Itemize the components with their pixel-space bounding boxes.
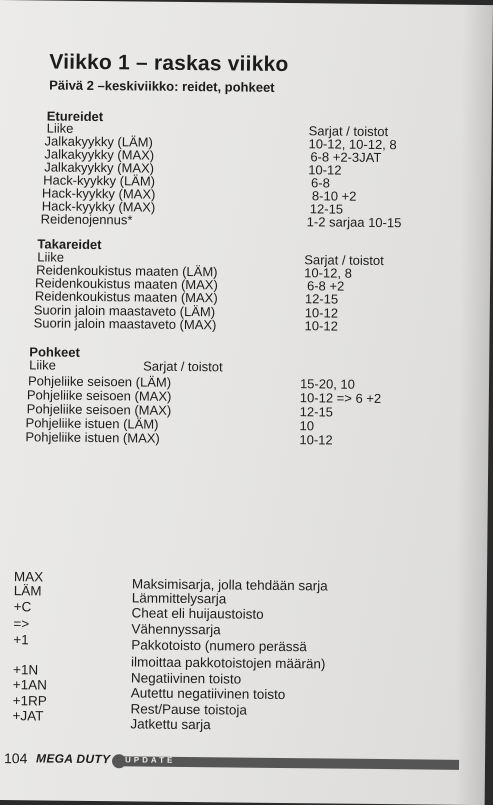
exercise-name: Jalkakyykky (MAX) <box>44 146 155 163</box>
exercise-name: Hack-kyykky (MAX) <box>41 198 156 215</box>
exercise-name: Hack-kyykky (LÄM) <box>43 172 156 189</box>
exercise-name: Hack-kyykky (MAX) <box>41 185 156 202</box>
sets-value: 15-20, 10 <box>299 376 356 392</box>
sets-value: 10-12, 8 <box>304 265 352 281</box>
legend-desc: Vähennyssarja <box>131 621 221 638</box>
legend-abbr: => <box>13 616 30 632</box>
legend-desc: ilmoittaa pakkotoistojen määrän) <box>130 654 326 672</box>
brand-logo: MEGA DUTY <box>35 751 111 767</box>
sets-value: 10-12 <box>308 162 342 178</box>
sets-value: 10-12 <box>304 305 339 321</box>
exercise-name: Reidenkoukistus maaten (MAX) <box>34 275 218 293</box>
section-title-takareidet: Takareidet <box>37 236 102 253</box>
page-footer <box>4 750 444 773</box>
section-title-etureidet: Etureidet <box>46 108 104 125</box>
exercise-name: Jalkakyykky (LÄM) <box>44 133 153 150</box>
col-header-sets: Sarjat / toistot <box>143 358 223 375</box>
col-header-exercise: Liike <box>37 249 65 265</box>
sets-value: 10 <box>299 418 315 434</box>
exercise-name: Pohjeliike seisoen (MAX) <box>26 387 172 404</box>
col-header-exercise: Liike <box>46 120 74 136</box>
sets-value: 10-12, 10-12, 8 <box>308 136 397 153</box>
sets-value: 12-15 <box>309 201 344 217</box>
page-title: Viikko 1 – raskas viikko <box>49 50 289 77</box>
sets-value: 10-12 <box>304 318 338 334</box>
legend-abbr: +1 <box>13 632 29 648</box>
section-title-pohkeet: Pohkeet <box>29 344 80 360</box>
col-header-exercise: Liike <box>29 357 57 373</box>
sets-value: 10-12 => 6 +2 <box>299 390 382 407</box>
col-header-sets: Sarjat / toistot <box>304 252 384 269</box>
col-header-sets: Sarjat / toistot <box>308 123 389 140</box>
page-edge-shadow <box>455 5 493 805</box>
legend-desc: Lämmittelysarja <box>131 590 227 607</box>
legend-desc: Negatiivinen toisto <box>130 670 242 687</box>
page-subtitle: Päivä 2 –keskiviikko: reidet, pohkeet <box>49 77 275 95</box>
update-label: UPDATE <box>125 755 176 765</box>
exercise-name: Suorin jaloin maastaveto (MAX) <box>33 315 217 333</box>
legend-desc: Jatkettu sarja <box>130 716 211 733</box>
page-number: 104 <box>3 750 28 767</box>
legend-desc: Pakkotoisto (numero perässä <box>131 637 307 655</box>
exercise-name: Pohjeliike seisoen (LÄM) <box>27 373 172 390</box>
sets-value: 1-2 sarjaa 10-15 <box>306 214 402 231</box>
sets-value: 10-12 <box>299 432 333 448</box>
legend-abbr: +1RP <box>12 693 47 709</box>
legend-abbr: +C <box>13 599 32 615</box>
exercise-name: Suorin jaloin maastaveto (LÄM) <box>33 302 216 320</box>
sets-value: 12-15 <box>299 404 334 420</box>
sets-value: 12-15 <box>304 291 339 307</box>
legend-desc: Maksimisarja, jolla tehdään sarja <box>131 576 328 594</box>
legend-abbr: +JAT <box>12 708 44 724</box>
legend-abbr: LÄM <box>13 583 42 599</box>
sets-value: 6-8 +2-3JAT <box>310 149 382 166</box>
sets-value: 6-8 <box>311 175 330 191</box>
legend-desc: Autettu negatiivinen toisto <box>130 685 286 703</box>
legend-desc: Rest/Pause toistoja <box>130 701 247 718</box>
exercise-name: Reidenkoukistus maaten (LÄM) <box>36 262 218 280</box>
footer-update-bar <box>119 756 459 770</box>
exercise-name: Pohjeliike istuen (LÄM) <box>25 415 159 432</box>
exercise-name: Reidenojennus* <box>40 211 133 228</box>
sets-value: 6-8 +2 <box>306 278 345 294</box>
exercise-name: Pohjeliike istuen (MAX) <box>25 429 160 446</box>
legend-abbr: +1AN <box>12 677 48 693</box>
legend-desc: Cheat eli huijaustoisto <box>131 605 264 622</box>
exercise-name: Pohjeliike seisoen (MAX) <box>26 401 172 418</box>
legend-abbr: MAX <box>13 569 44 585</box>
exercise-name: Reidenkoukistus maaten (MAX) <box>34 288 218 306</box>
legend-abbr: +1N <box>12 662 39 678</box>
exercise-name: Jalkakyykky (MAX) <box>44 159 155 176</box>
sets-value: 8-10 +2 <box>311 188 357 204</box>
